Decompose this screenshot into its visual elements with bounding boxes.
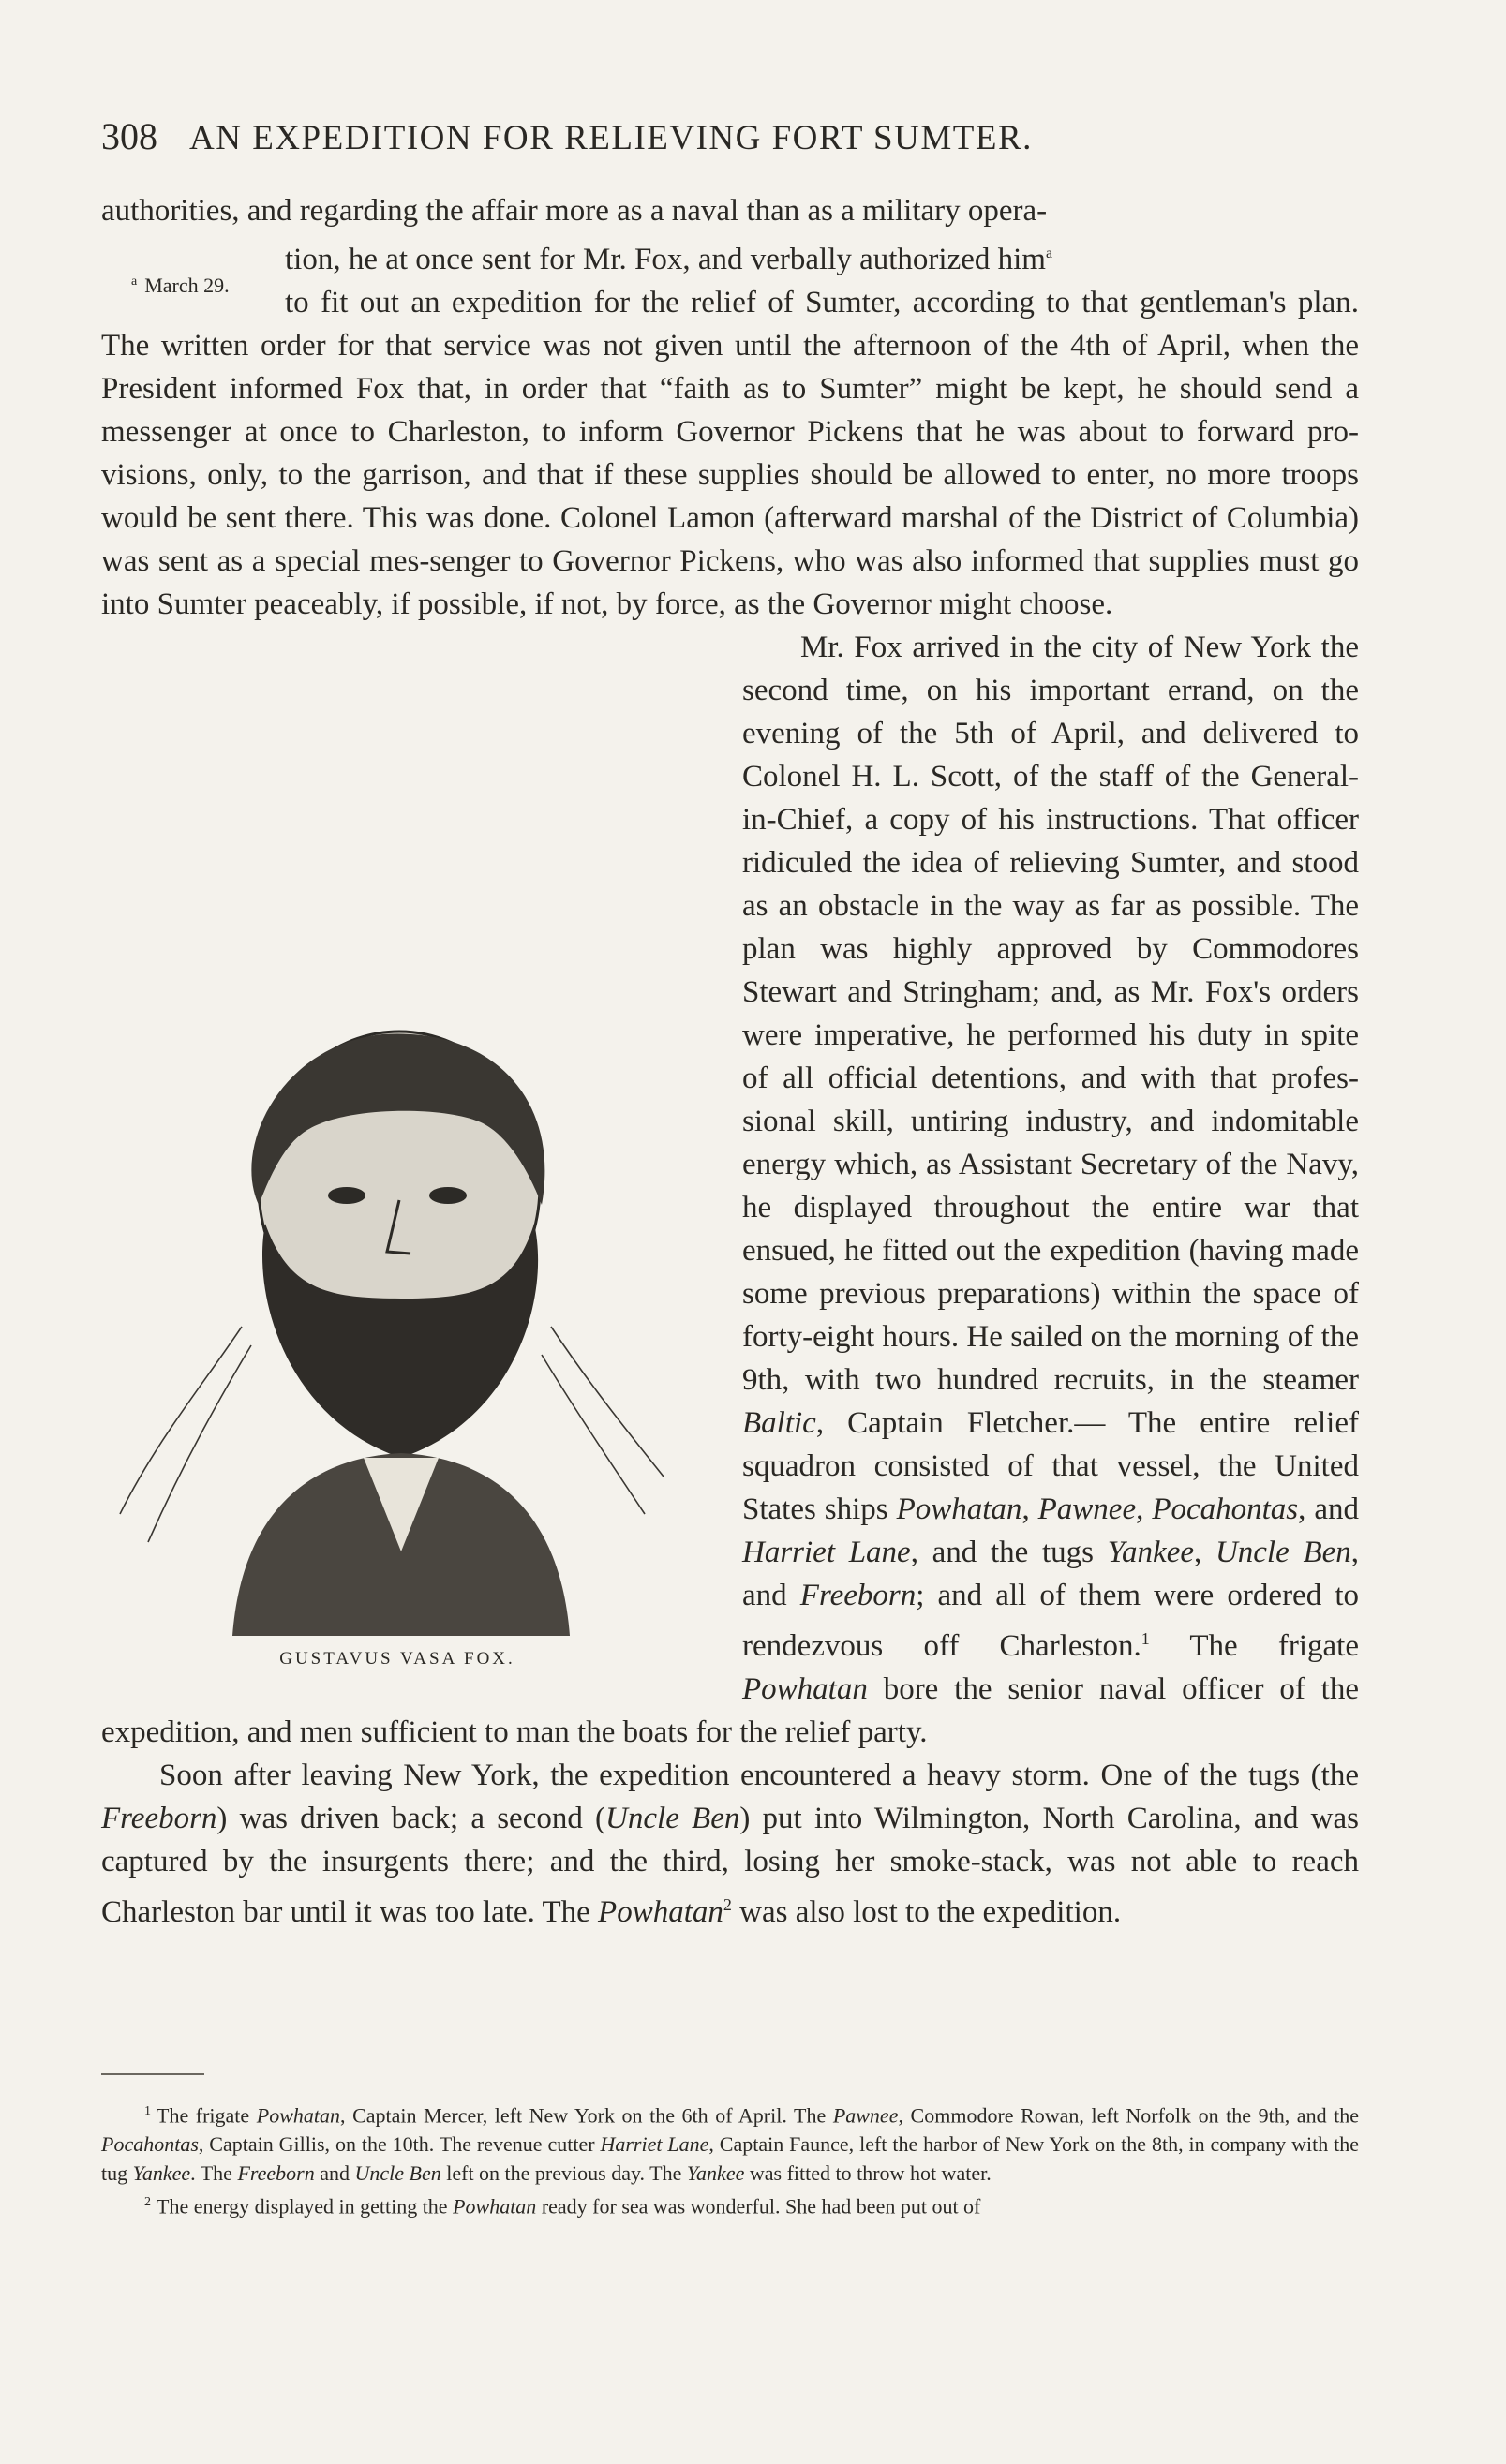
footnote-ref-2[interactable]: 2: [723, 1895, 732, 1914]
paragraph-3: Soon after leaving New York, the expedition encountered a heavy storm. One of the tugs (the Freeborn) was driven back; a second (Uncle Ben) put into Wilmington, North Carolina, and was captured by the insurgents there; and the third, losing her smoke-stack, was not able to reach Charleston bar until it was too late. The Powhatan$^2$ was also lost to the expedition.: [101, 1759, 1359, 1929]
tug-name: Uncle Ben: [1215, 1536, 1351, 1569]
ship-name: Powhatan: [742, 1672, 868, 1706]
footnotes: [101, 2097, 1359, 2221]
right-eye: [429, 1187, 467, 1204]
ship-name: Pawnee: [1037, 1492, 1137, 1526]
p1-line-1: authorities, and regarding the affair more as a naval than as a military opera-: [101, 194, 1048, 228]
left-eye: [328, 1187, 365, 1204]
ship-name: Pocahontas: [1152, 1492, 1299, 1526]
p1-line-3: to fit out an expedition for the relief of Sumter, according to that: [285, 286, 1128, 319]
running-header: [101, 114, 1357, 158]
margin-ref-marker: a: [1045, 245, 1053, 261]
paragraph-1: [101, 189, 1359, 626]
ship-name: Powhatan: [598, 1895, 723, 1929]
p1-line-2: tion, he at once sent for Mr. Fox, and verbally authorized him$^a$: [285, 243, 1053, 276]
portrait-figure: [101, 974, 693, 1690]
tug-name: Freeborn: [101, 1802, 217, 1835]
tug-name: Uncle Ben: [605, 1802, 740, 1835]
ship-name: Baltic: [742, 1406, 816, 1440]
footnote-marker: 2: [144, 2195, 151, 2210]
footnote-ref-1[interactable]: 1: [1141, 1629, 1150, 1648]
footnote-1: $^1$ The frigate Powhatan, Captain Mercer, left New York on the 6th of April. The Pawnee, Commodore Rowan, left Norfolk on the 9th, and the Pocahontas, Captain Gillis, on the 10th. The revenue cutter Harriet Lane, Captain Faunce, left the harbor of New York on the 8th, in company with the tug Yankee. The Freeborn and Uncle Ben left on the previous day. The Yankee was fitted to throw hot water.: [101, 2103, 1360, 2186]
page-number: 308: [101, 115, 157, 157]
ship-name: Harriet Lane: [742, 1536, 911, 1569]
footnote-rule: [101, 2073, 204, 2075]
tug-name: Freeborn: [799, 1579, 917, 1612]
portrait-engraving: [101, 989, 693, 1636]
paragraph-2: GUSTAVUS VASA FOX. Mr. Fox arrived in the city of New York the second time, on his important errand, on the evening of the 5th of April, and delivered to Colonel H. L. Scott, of the staff of the General-in-Chief, a copy of his instructions. That officer ridiculed the idea of relieving Sumter, and stood as an obstacle in the way as far as possible. The plan was highly approved by Commodores Stewart and Stringham; and, as Mr. Fox's orders were imperative, he performed his duty in spite of all official detentions, and with that profes-sional skill, untiring industry, and indomitable energy which, as Assistant Secretary of the Navy, he displayed throughout the entire war that ensued, he fitted out the expedition (having made some previous preparations) within the space of forty-eight hours. He sailed on the morning of the 9th, with two hundred recruits, in the steamer Baltic, Captain Fletcher.— The entire relief squadron consisted of that vessel, the United States ships Powhatan, Pawnee, Pocahontas, and Harriet Lane, and the tugs Yankee, Uncle Ben, and Freeborn; and all of them were ordered to rendezvous off Charleston.$^1$ The frigate Powhatan bore the senior naval officer of the expedition, and men sufficient to man the boats for the relief party.: [101, 631, 1360, 1749]
tug-name: Yankee: [1107, 1536, 1194, 1569]
margin-note-text: March 29.: [144, 274, 230, 297]
footnote-marker: 1: [144, 2104, 151, 2118]
portrait-caption: GUSTAVUS VASA FOX.: [279, 1649, 515, 1669]
p1-rest: gentleman's plan. The written order for that service was not given until the afternoon of the 4th of April, when the President informed Fox that, in order that “faith as to Sumter” might be kept, he should send a messenger at once to Charleston, to inform Governor Pickens that he was about to forward pro-visions, only, to the garrison, and that if these supplies should be allowed to enter, no more troops would be sent there. This was done. Colonel Lamon (afterward marshal of the District of Columbia) was sent as a special mes-senger to Governor Pickens, who was also informed that supplies must go into Sumter peaceably, if possible, if not, by force, as the Governor might choose.: [101, 286, 1359, 621]
running-title: AN EXPEDITION FOR RELIEVING FORT SUMTER.: [189, 119, 1033, 157]
footnote-2: $^2$ The energy displayed in getting the Powhatan ready for sea was wonderful. She had been put out of: [144, 2194, 981, 2219]
margin-note-marker: a: [131, 274, 138, 289]
ship-name: Powhatan: [896, 1492, 1022, 1526]
body-text: [101, 189, 1359, 1934]
